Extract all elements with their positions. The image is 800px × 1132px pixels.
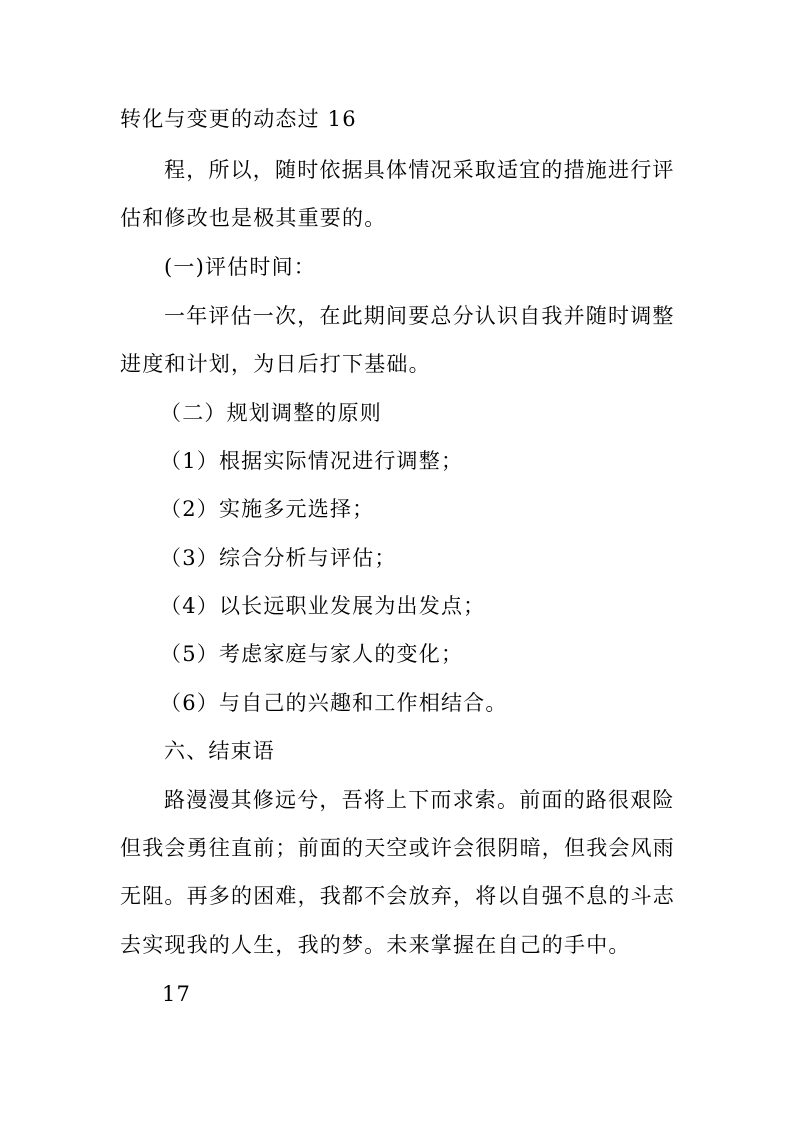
text-line: （4）以长远职业发展为出发点；	[160, 594, 486, 618]
text-line: 路漫漫其修远兮，吾将上下而求索。前面的路很艰险	[164, 788, 675, 812]
text-line: （6）与自己的兴趣和工作相结合。	[160, 691, 508, 715]
text-line: 估和修改也是极其重要的。	[120, 206, 387, 230]
text-line: （1）根据实际情况进行调整；	[160, 449, 464, 473]
text-line: (一)评估时间：	[164, 255, 316, 279]
text-line: 程，所以，随时依据具体情况采取适宜的措施进行评	[164, 158, 675, 182]
text-line: （5）考虑家庭与家人的变化；	[160, 642, 464, 666]
text-line: 去实现我的人生，我的梦。未来掌握在自己的手中。	[120, 933, 631, 957]
text-line: 转化与变更的动态过 16	[120, 107, 357, 131]
text-line: 但我会勇往直前；前面的天空或许会很阴暗，但我会风雨	[120, 836, 675, 860]
text-line: （2）实施多元选择；	[160, 497, 375, 521]
page-number: 17	[162, 982, 192, 1006]
section-heading: 六、结束语	[164, 739, 275, 763]
text-line: （二）规划调整的原则	[160, 401, 382, 425]
text-line: 一年评估一次，在此期间要总分认识自我并随时调整	[164, 304, 675, 328]
text-line: 无阻。再多的困难，我都不会放弃，将以自强不息的斗志	[120, 884, 675, 908]
text-line: 进度和计划，为日后打下基础。	[120, 352, 431, 376]
text-line: （3）综合分析与评估；	[160, 546, 397, 570]
